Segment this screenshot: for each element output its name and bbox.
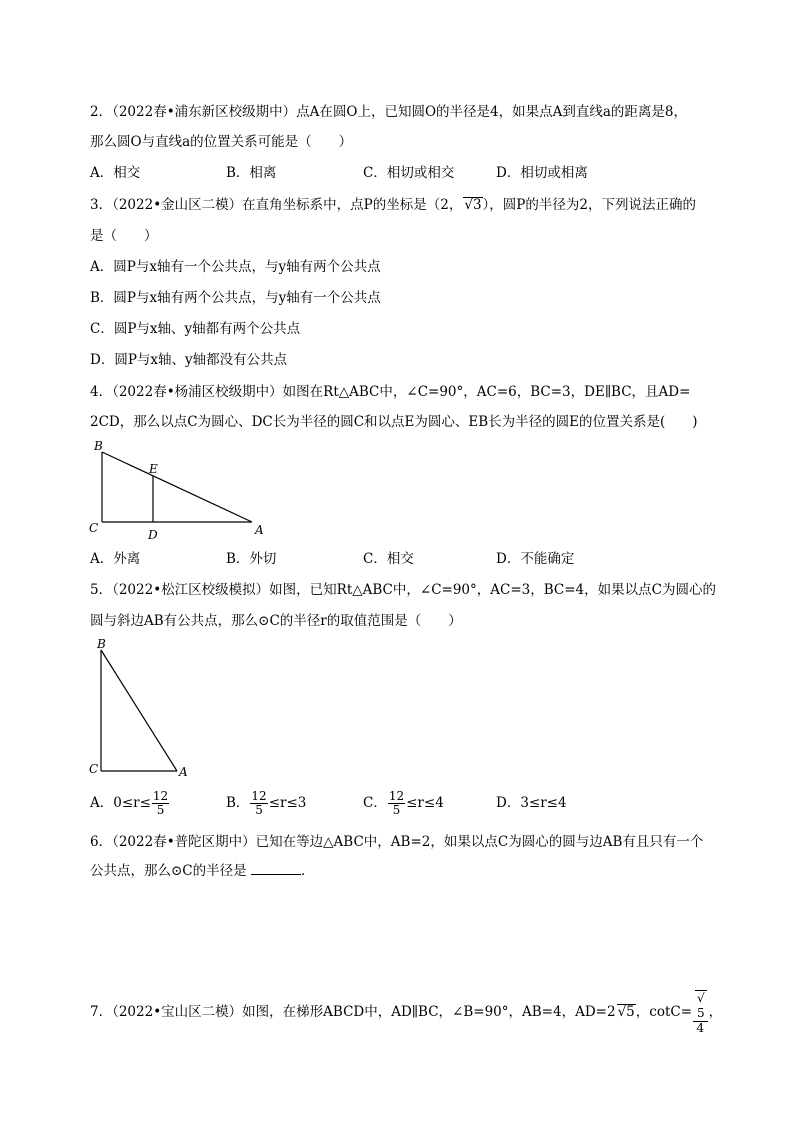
q7-stem-mid: ，cotC= (635, 1004, 693, 1020)
q7-cot-numerator (693, 990, 708, 1022)
q5-option-c-label: C． (363, 795, 387, 811)
q3-sqrt-value: 3 (472, 197, 482, 213)
q4-options (90, 550, 770, 570)
q7-cot-denominator: 4 (696, 1021, 705, 1035)
q7-sqrt-value: 5 (626, 1004, 635, 1020)
q5-stem-line2: 圆与斜边AB有公共点，那么⊙C的半径r的取值范围是（ ） (90, 613, 462, 629)
q5-option-c-denominator: 5 (392, 803, 401, 817)
q4-label-c: C (89, 521, 99, 535)
q3-stem-line1 (90, 196, 696, 214)
q5-option-d[interactable]: D．3≤r≤4 (496, 795, 567, 811)
q5-side-ba (101, 650, 177, 771)
q5-stem-line1: 5．（2022•松江区校级模拟）如图，已知Rt△ABC中，∠C=90°，AC=3，BC=4，如果以点C为圆心的 (90, 582, 716, 598)
q2-stem-line2: 那么圆O与直线a的位置关系可能是（ ） (90, 134, 353, 150)
q3-option-c[interactable]: C．圆P与x轴、y轴都有两个公共点 (90, 321, 301, 337)
q5-options (90, 790, 770, 816)
q4-option-d[interactable]: D．不能确定 (496, 551, 575, 567)
q5-option-c-text: ≤r≤4 (406, 795, 444, 811)
q4-label-d: D (148, 528, 158, 542)
q7-stem-post: ， (708, 1004, 723, 1020)
q6-stem-text: 公共点，那么⊙C的半径是 (90, 863, 247, 879)
q5-option-c[interactable] (363, 790, 444, 817)
q5-option-b-denominator: 5 (255, 803, 263, 817)
q7-cot-sqrt-value: 5 (697, 1006, 705, 1020)
q3-sqrt: √3 (464, 197, 482, 213)
q4-triangle-figure (85, 440, 275, 544)
q3-stem-pre: 3．（2022•金山区二模）在直角坐标系中，点P的坐标是（2， (90, 197, 463, 213)
q4-option-a[interactable]: A．外离 (90, 551, 141, 567)
q7-stem-pre: 7．（2022•宝山区二模）如图，在梯形ABCD中，AD∥BC，∠B=90°，AB=4，AD=2 (90, 1004, 616, 1020)
q4-side-ba (102, 452, 252, 522)
q4-option-c[interactable]: C．相交 (363, 551, 414, 567)
q4-label-a: A (255, 523, 264, 537)
q3-option-d[interactable]: D．圆P与x轴、y轴都没有公共点 (90, 352, 288, 368)
q7-stem-line1 (90, 990, 722, 1035)
q2-option-b[interactable]: B．相离 (226, 165, 277, 181)
q4-label-e: E (149, 462, 158, 476)
q3-stem-line2: 是（ ） (90, 228, 158, 244)
q3-option-a[interactable]: A．圆P与x轴有一个公共点，与y轴有两个公共点 (90, 259, 381, 275)
q5-option-a-fraction (152, 790, 169, 817)
q4-stem-line2: 2CD，那么以点C为圆心、DC长为半径的圆C和以点E为圆心、EB长为半径的圆E的位置关系是( ) (90, 414, 698, 430)
q5-option-c-numerator: 12 (388, 789, 405, 803)
q4-label-b: B (94, 440, 103, 453)
q2-option-c[interactable]: C．相切或相交 (363, 165, 455, 181)
q4-option-b[interactable]: B．外切 (226, 551, 277, 567)
q5-option-a-numerator: 12 (152, 789, 169, 803)
q6-stem-end: ． (300, 863, 315, 879)
q5-option-c-fraction (388, 790, 405, 817)
q2-option-d[interactable]: D．相切或相离 (496, 165, 588, 181)
q5-option-b[interactable] (226, 790, 306, 817)
q6-stem-line2 (90, 862, 314, 880)
q3-stem-post: ），圆P的半径为2，下列说法正确的 (482, 197, 696, 213)
q2-options (90, 164, 770, 184)
q5-option-a[interactable] (90, 790, 170, 817)
q5-option-b-numerator: 12 (251, 789, 267, 803)
q6-answer-blank[interactable] (251, 862, 301, 875)
q7-cot-fraction (693, 990, 708, 1035)
q5-option-a-denominator: 5 (156, 803, 165, 817)
q2-stem-line1: 2．（2022春•浦东新区校级期中）点A在圆O上，已知圆O的半径是4，如果点A到直线a的距离是8， (90, 104, 688, 120)
q5-option-b-label: B． (226, 795, 250, 811)
q4-stem-line1: 4．（2022春•杨浦区校级期中）如图在Rt△ABC中，∠C=90°，AC=6，BC=3，DE∥BC，且AD= (90, 384, 691, 400)
q5-option-b-fraction (250, 790, 267, 817)
q7-cot-sqrt: √ 5 (697, 991, 705, 1020)
q2-option-a[interactable]: A．相交 (90, 165, 141, 181)
q5-triangle-figure (85, 636, 195, 784)
q5-label-a: A (179, 765, 188, 779)
q5-label-c: C (89, 762, 99, 776)
q3-option-b[interactable]: B．圆P与x轴有两个公共点，与y轴有一个公共点 (90, 290, 381, 306)
q5-option-b-text: ≤r≤3 (268, 795, 307, 811)
q5-label-b: B (97, 637, 106, 651)
q5-option-a-text: A．0≤r≤ (90, 795, 151, 811)
q7-sqrt: √5 (617, 1004, 635, 1020)
q6-stem-line1: 6．（2022春•普陀区期中）已知在等边△ABC中，AB=2，如果以点C为圆心的圆与边AB有且只有一个 (90, 834, 704, 850)
